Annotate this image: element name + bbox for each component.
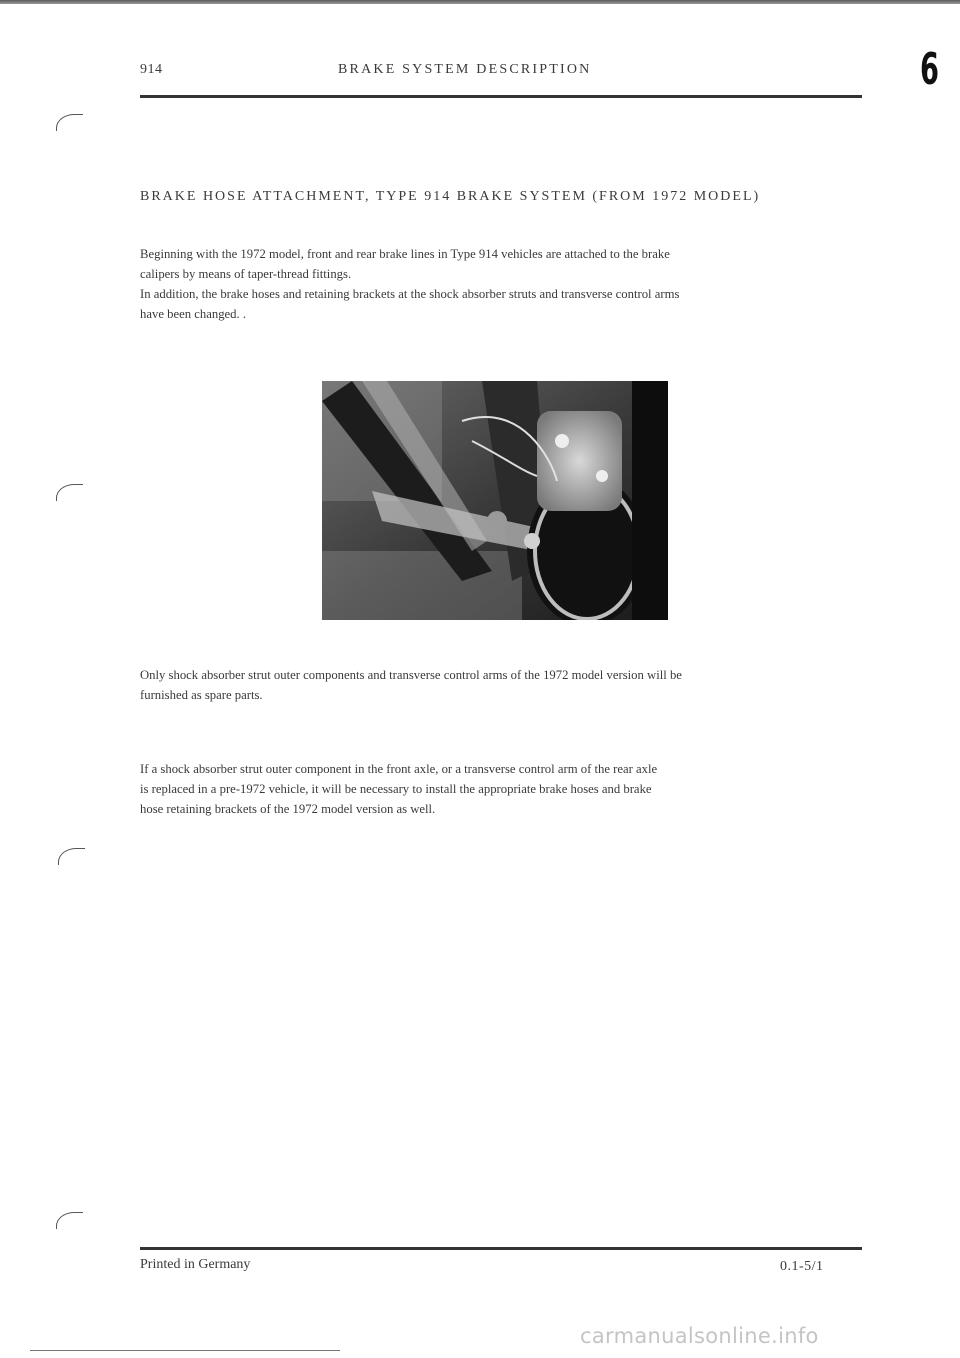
section-heading: BRAKE HOSE ATTACHMENT, TYPE 914 BRAKE SYSTEM (FROM 1972 MODEL) <box>140 189 761 204</box>
footer-printed: Printed in Germany <box>140 1257 251 1272</box>
text-line: hose retaining brackets of the 1972 model version as well. <box>140 802 436 816</box>
text-line: have been changed. . <box>140 307 247 321</box>
footer-page-code: 0.1-5/1 <box>780 1259 824 1274</box>
text-line: Only shock absorber strut outer components and transverse control arms of the 1972 model version will be <box>140 668 682 682</box>
intro-paragraph <box>140 244 860 324</box>
text-line: calipers by means of taper-thread fittings. <box>140 267 352 281</box>
header-rule <box>140 95 862 98</box>
brake-caliper-photo <box>322 381 668 620</box>
text-line: furnished as spare parts. <box>140 688 263 702</box>
page-top-edge <box>0 0 960 4</box>
spare-parts-paragraph <box>140 665 860 705</box>
header-model: 914 <box>140 62 163 77</box>
site-watermark: carmanualsonline.info <box>580 1324 819 1348</box>
text-line: Beginning with the 1972 model, front and rear brake lines in Type 914 vehicles are attached to the brake <box>140 247 670 261</box>
replacement-paragraph <box>140 759 860 819</box>
text-line: If a shock absorber strut outer component in the front axle, or a transverse control arm of the rear axle <box>140 762 658 776</box>
bottom-scan-line <box>30 1350 340 1351</box>
binder-hole-mark <box>56 1212 83 1229</box>
header-title: BRAKE SYSTEM DESCRIPTION <box>338 62 592 77</box>
binder-hole-mark <box>58 848 85 865</box>
text-line: is replaced in a pre-1972 vehicle, it will be necessary to install the appropriate brake hoses and brake <box>140 782 652 796</box>
section-number: 6 <box>920 44 939 95</box>
binder-hole-mark <box>56 484 83 501</box>
text-line: In addition, the brake hoses and retaining brackets at the shock absorber struts and transverse control arms <box>140 287 680 301</box>
binder-hole-mark <box>56 114 83 131</box>
footer-rule <box>140 1247 862 1250</box>
